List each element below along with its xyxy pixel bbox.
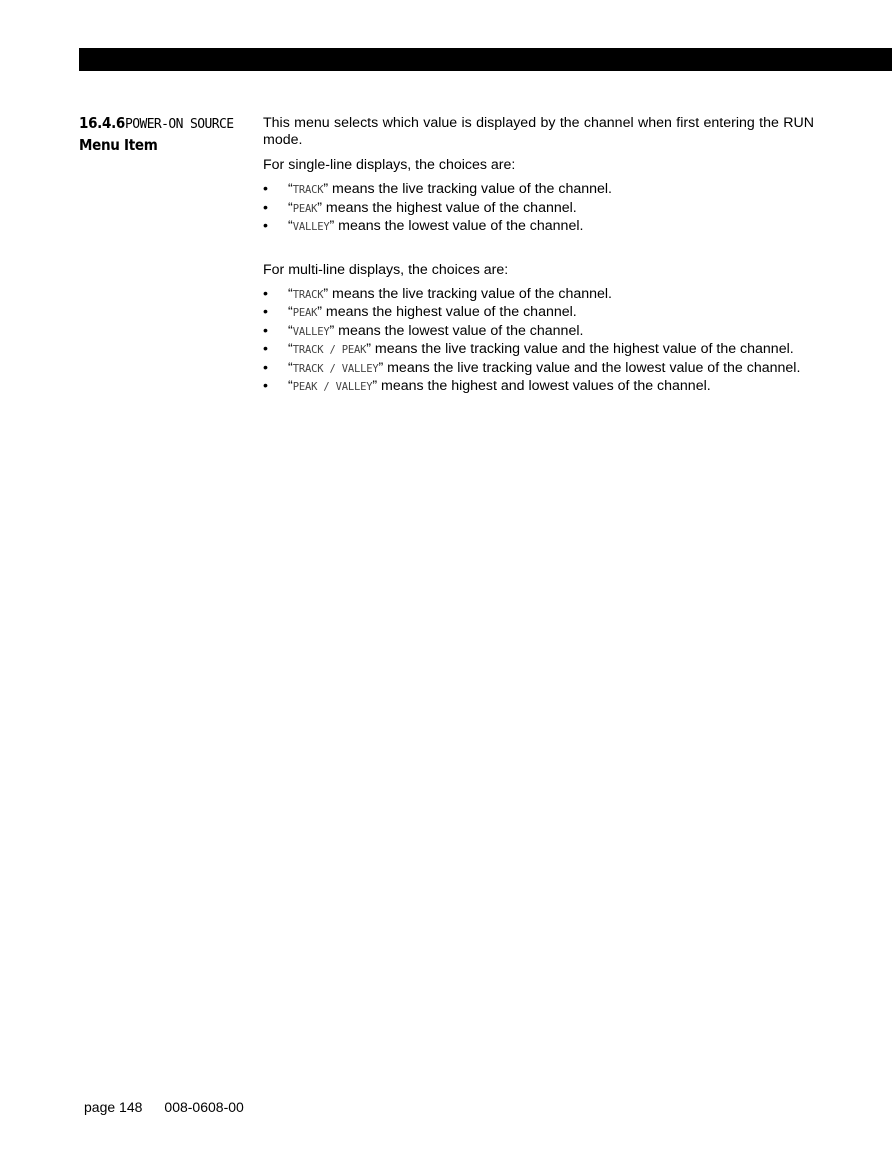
section-heading bbox=[79, 113, 254, 155]
choice-description: means the live tracking value of the channel. bbox=[328, 285, 612, 302]
choice-code: VALLEY bbox=[292, 325, 330, 338]
choice-description: means the highest and lowest values of the channel. bbox=[377, 378, 711, 394]
multi-line-lead: For multi-line displays, the choices are: bbox=[263, 261, 509, 278]
list-item: • “VALLEY” means the lowest value of the channel. bbox=[263, 322, 584, 339]
choice-code: TRACK bbox=[292, 184, 324, 196]
list-item: • “PEAK” means the highest value of the channel. bbox=[263, 304, 577, 320]
bullet-icon: • bbox=[263, 341, 268, 357]
list-item: • “TRACK / PEAK” means the live tracking value and the highest value of the channel. bbox=[263, 341, 794, 357]
choice-code: TRACK bbox=[292, 288, 324, 301]
choice-description: means the live tracking value of the channel. bbox=[328, 181, 612, 197]
bullet-icon: • bbox=[263, 378, 268, 394]
choice-description: means the highest value of the channel. bbox=[321, 304, 577, 320]
section-title bbox=[79, 113, 254, 135]
bullet-icon: • bbox=[263, 218, 268, 234]
bullet-icon: • bbox=[263, 199, 268, 216]
intro-paragraph: This menu selects which value is displayed by the channel when first entering the RUN mode. bbox=[263, 115, 814, 148]
section-subtitle: Menu Item bbox=[79, 136, 158, 154]
page-number: page 148 bbox=[84, 1099, 143, 1115]
choice-description: means the live tracking value and the highest value of the channel. bbox=[370, 341, 794, 357]
choice-code: PEAK / VALLEY bbox=[292, 381, 373, 393]
choice-code: TRACK / PEAK bbox=[292, 344, 367, 356]
choice-description: means the highest value of the channel. bbox=[321, 199, 577, 216]
choice-code: VALLEY bbox=[292, 221, 330, 233]
choice-description: means the lowest value of the channel. bbox=[334, 218, 584, 234]
choice-code: TRACK / VALLEY bbox=[292, 362, 379, 375]
list-item: • “PEAK / VALLEY” means the highest and lowest values of the channel. bbox=[263, 378, 711, 394]
single-line-lead: For single-line displays, the choices are: bbox=[263, 157, 516, 173]
list-item: • “TRACK” means the live tracking value of the channel. bbox=[263, 285, 612, 302]
multi-line-choices bbox=[263, 286, 814, 397]
choice-code: PEAK bbox=[292, 202, 318, 215]
menu-item-name: POWER-ON SOURCE bbox=[125, 117, 234, 132]
list-item: • “PEAK” means the highest value of the channel. bbox=[263, 199, 577, 216]
list-item: • “TRACK / VALLEY” means the live tracking value and the lowest value of the channel. bbox=[263, 359, 801, 376]
bullet-icon: • bbox=[263, 285, 268, 302]
section-body bbox=[263, 115, 814, 397]
single-line-choices bbox=[263, 181, 814, 237]
bullet-icon: • bbox=[263, 304, 268, 320]
list-item: • “VALLEY” means the lowest value of the channel. bbox=[263, 218, 584, 234]
section-number: 16.4.6 bbox=[79, 114, 126, 132]
header-bar bbox=[79, 48, 892, 71]
page-footer bbox=[84, 1099, 244, 1116]
document-number: 008-0608-00 bbox=[164, 1099, 244, 1115]
choice-description: means the lowest value of the channel. bbox=[334, 322, 584, 339]
list-item: • “TRACK” means the live tracking value of the channel. bbox=[263, 181, 612, 197]
choice-code: PEAK bbox=[292, 307, 318, 319]
bullet-icon: • bbox=[263, 359, 268, 376]
bullet-icon: • bbox=[263, 322, 268, 339]
bullet-icon: • bbox=[263, 181, 268, 197]
choice-description: means the live tracking value and the lowest value of the channel. bbox=[383, 359, 801, 376]
